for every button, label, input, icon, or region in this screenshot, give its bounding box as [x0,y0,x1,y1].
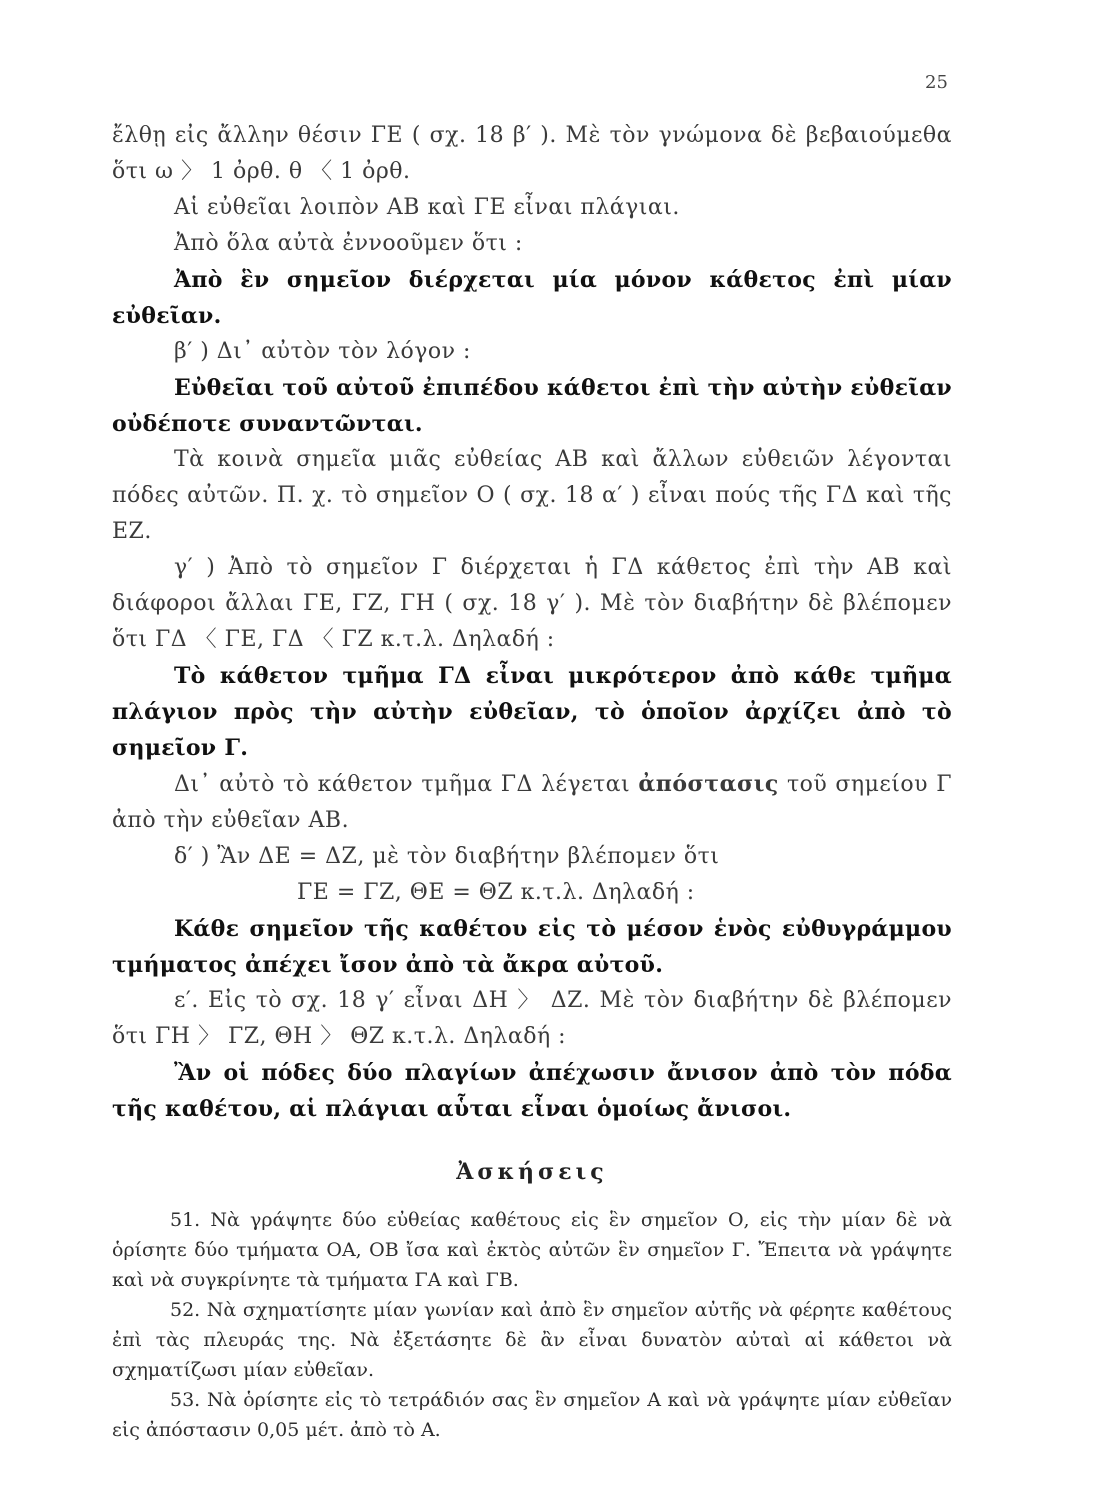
paragraph: γ′ ) Ἀπὸ τὸ σημεῖον Γ διέρχεται ἡ ΓΔ κάθετος ἐπὶ τὴν ΑΒ καὶ διάφοροι ἄλλαι ΓΕ, ΓΖ, ΓΗ ( σχ. 18 γ′ ). Μὲ τὸν διαβήτην δὲ βλέπομεν ὅτι ΓΔ 〈 ΓΕ, ΓΔ 〈 ΓΖ κ.τ.λ. Δηλαδή : [112,555,952,652]
exercise-item: 51. Νὰ γράψητε δύο εὐθείας καθέτους εἰς ἓν σημεῖον Ο, εἰς τὴν μίαν δὲ νὰ ὁρίσητε δύο τμήματα ΟΑ, ΟΒ ἴσα καὶ ἐκτὸς αὐτῶν ἓν σημεῖον Γ. Ἔπειτα νὰ γράψητε καὶ νὰ συγκρίνητε τὰ τμήματα ΓΑ καὶ ΓΒ. [112,1209,952,1291]
page-number: 25 [925,72,948,93]
paragraph: ἔλθῃ εἰς ἄλλην θέσιν ΓΕ ( σχ. 18 β′ ). Μὲ τὸν γνώμονα δὲ βεβαιούμεθα ὅτι ω 〉 1 ὀρθ. θ 〈 1 ὀρθ. [112,123,952,184]
rule-statement: Ἀπὸ ἓν σημεῖον διέρχεται μία μόνον κάθετος ἐπὶ μίαν εὐθεῖαν. [112,267,952,329]
exercise-item: 53. Νὰ ὁρίσητε εἰς τὸ τετράδιόν σας ἓν σημεῖον Α καὶ νὰ γράψητε μίαν εὐθεῖαν εἰς ἀπόστασιν 0,05 μέτ. ἀπὸ τὸ Α. [112,1389,952,1441]
page-content [112,118,952,1445]
term-bold: ἀπόστασις [638,771,779,797]
main-text [112,118,952,1127]
paragraph: ε′. Εἰς τὸ σχ. 18 γ′ εἶναι ΔΗ 〉 ΔΖ. Μὲ τὸν διαβήτην δὲ βλέπομεν ὅτι ΓΗ 〉 ΓΖ, ΘΗ 〉 ΘΖ κ.τ.λ. Δηλαδή : [112,988,952,1049]
exercises-list [112,1205,952,1445]
rule-statement: Κάθε σημεῖον τῆς καθέτου εἰς τὸ μέσον ἑνὸς εὐθυγράμμου τμήματος ἀπέχει ἴσον ἀπὸ τὰ ἄκρα αὐτοῦ. [112,916,952,978]
text-segment: τοῦ σημείου Γ ἀπὸ τὴν εὐθεῖαν ΑΒ. [112,772,952,833]
equation-line: ΓΕ = ΓΖ, ΘΕ = ΘΖ κ.τ.λ. Δηλαδή : [297,880,695,905]
paragraph [112,766,952,839]
paragraph: Ἀπὸ ὅλα αὐτὰ ἐννοοῦμεν ὅτι : [174,231,523,256]
paragraph: δ′ ) Ἂν ΔΕ = ΔΖ, μὲ τὸν διαβήτην βλέπομεν ὅτι [174,844,720,869]
paragraph: Τὰ κοινὰ σημεῖα μιᾶς εὐθείας ΑΒ καὶ ἄλλων εὐθειῶν λέγονται πόδες αὐτῶν. Π. χ. τὸ σημεῖον Ο ( σχ. 18 α′ ) εἶναι πούς τῆς ΓΔ καὶ τῆς ΕΖ. [112,447,952,544]
paragraph: Αἱ εὐθεῖαι λοιπὸν ΑΒ καὶ ΓΕ εἶναι πλάγιαι. [174,195,680,220]
rule-statement: Τὸ κάθετον τμῆμα ΓΔ εἶναι μικρότερον ἀπὸ κάθε τμῆμα πλάγιον πρὸς τὴν αὐτὴν εὐθεῖαν, τὸ ὁποῖον ἀρχίζει ἀπὸ τὸ σημεῖον Γ. [112,663,952,761]
exercises-title: Ἀσκήσεις [456,1159,608,1185]
rule-statement: Εὐθεῖαι τοῦ αὐτοῦ ἐπιπέδου κάθετοι ἐπὶ τὴν αὐτὴν εὐθεῖαν οὐδέποτε συναντῶνται. [112,375,952,437]
paragraph: β′ ) Δι᾿ αὐτὸν τὸν λόγον : [174,339,471,364]
exercise-item: 52. Νὰ σχηματίσητε μίαν γωνίαν καὶ ἀπὸ ἓν σημεῖον αὐτῆς νὰ φέρητε καθέτους ἐπὶ τὰς πλευράς της. Νὰ ἐξετάσητε δὲ ἂν εἶναι δυνατὸν αὐταὶ αἱ κάθετοι νὰ σχηματίζωσι μίαν εὐθεῖαν. [112,1299,952,1381]
text-segment: Δι᾿ αὐτὸ τὸ κάθετον τμῆμα ΓΔ λέγεται [174,772,639,797]
rule-statement: Ἂν οἱ πόδες δύο πλαγίων ἀπέχωσιν ἄνισον ἀπὸ τὸν πόδα τῆς καθέτου, αἱ πλάγιαι αὗται εἶναι ὁμοίως ἄνισοι. [112,1060,952,1122]
